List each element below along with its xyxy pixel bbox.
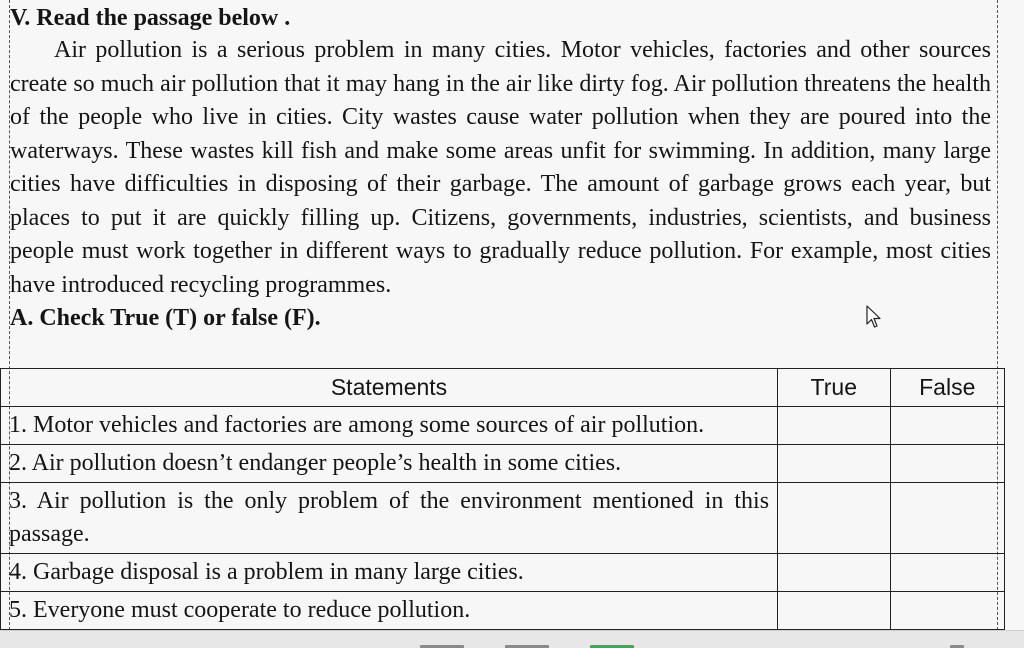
table-row: [1, 445, 1005, 483]
table-row: [1, 554, 1005, 592]
mouse-pointer-icon: [866, 305, 882, 329]
false-cell-2[interactable]: [890, 445, 1005, 483]
statement-2: 2. Air pollution doesn’t endanger people’s health in some cities.: [1, 445, 778, 483]
section-heading: V. Read the passage below .: [10, 5, 291, 31]
true-header: True: [778, 369, 890, 407]
false-cell-1[interactable]: [890, 407, 1005, 445]
false-header: False: [890, 369, 1005, 407]
true-false-table: [0, 368, 1005, 630]
false-cell-3[interactable]: [890, 483, 1005, 554]
true-cell-3[interactable]: [778, 483, 890, 554]
task-heading: A. Check True (T) or false (F).: [10, 305, 321, 331]
table-row: [1, 407, 1005, 445]
statement-1: 1. Motor vehicles and factories are among some sources of air pollution.: [1, 407, 778, 445]
statement-5: 5. Everyone must cooperate to reduce pollution.: [1, 592, 778, 630]
false-cell-4[interactable]: [890, 554, 1005, 592]
false-cell-5[interactable]: [890, 592, 1005, 630]
statements-header: Statements: [1, 369, 778, 407]
taskbar: [0, 630, 1024, 648]
true-cell-2[interactable]: [778, 445, 890, 483]
true-cell-1[interactable]: [778, 407, 890, 445]
table-header-row: [1, 369, 1005, 407]
table-row: [1, 483, 1005, 554]
statement-3: 3. Air pollution is the only problem of the environment mentioned in this passage.: [1, 483, 778, 554]
true-cell-4[interactable]: [778, 554, 890, 592]
table-row: [1, 592, 1005, 630]
true-cell-5[interactable]: [778, 592, 890, 630]
reading-passage: Air pollution is a serious problem in many cities. Motor vehicles, factories and other sources create so much air pollution that it may hang in the air like dirty fog. Air pollution threatens the health of the people who live in cities. City wastes cause water pollution when they are poured into the waterways. These wastes kill fish and make some areas unfit for swimming. In addition, many large cities have difficulties in disposing of their garbage. The amount of garbage grows each year, but places to put it are quickly filling up. Citizens, governments, industries, scientists, and business people must work together in different ways to gradually reduce pollution. For example, most cities have introduced recycling programmes.: [10, 37, 991, 298]
document-content: [9, 2, 997, 334]
statement-4: 4. Garbage disposal is a problem in many large cities.: [1, 554, 778, 592]
